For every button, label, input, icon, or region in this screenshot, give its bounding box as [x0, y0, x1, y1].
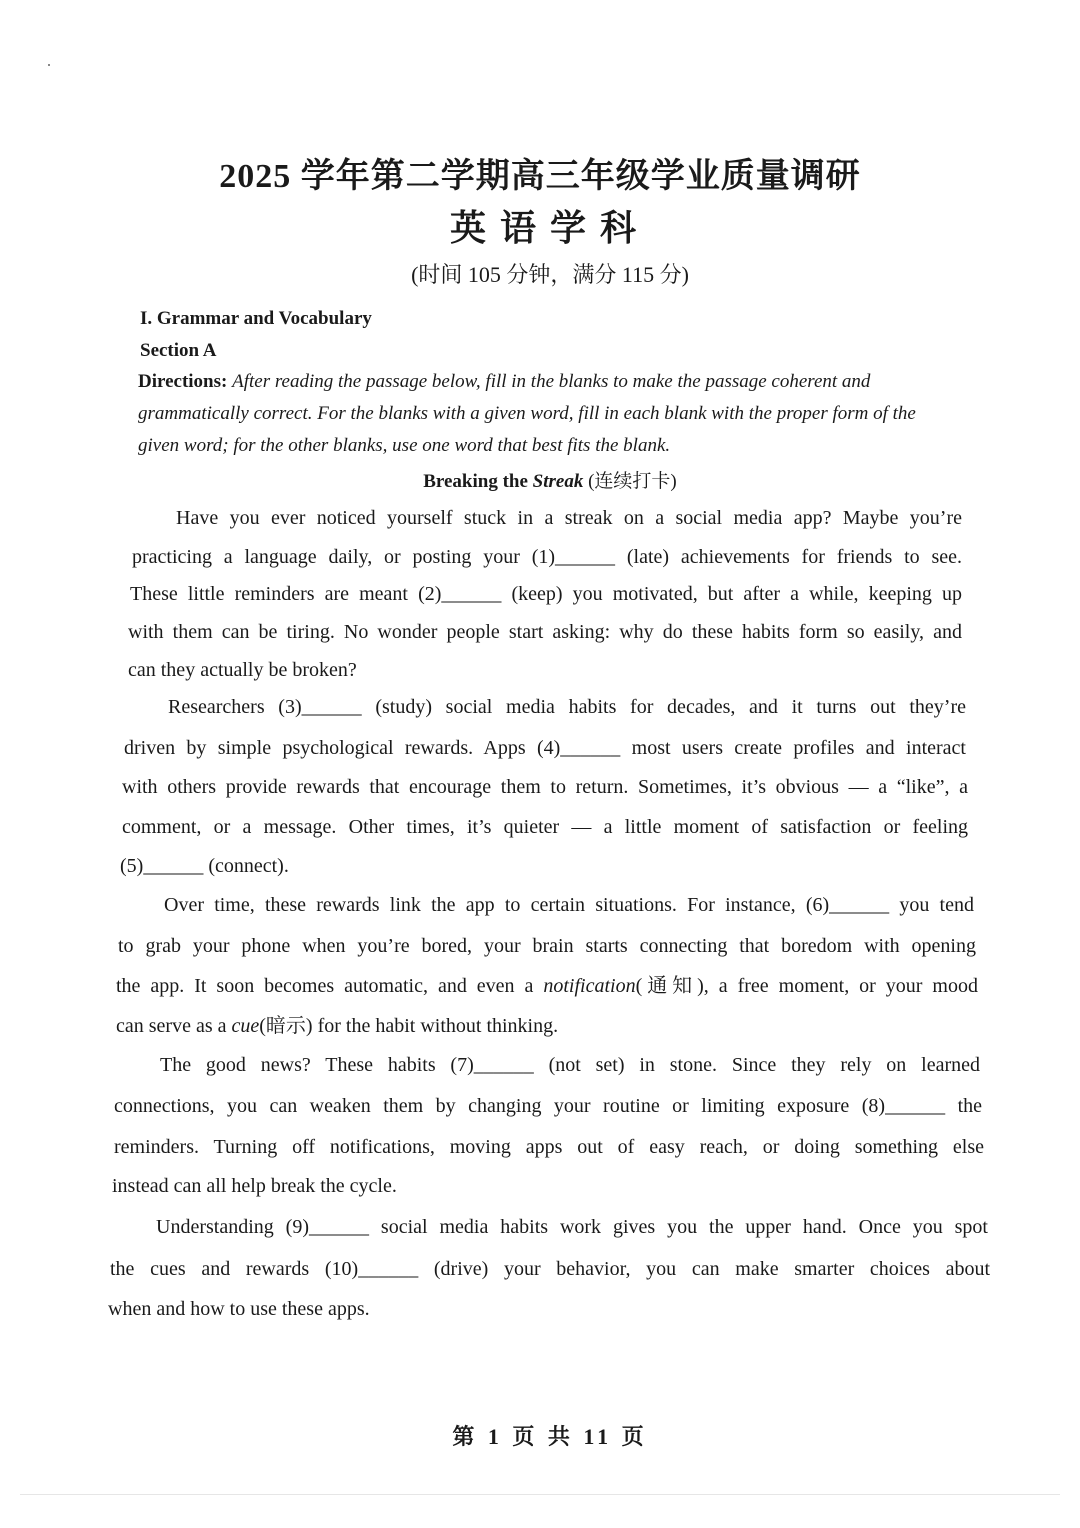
passage-line-notification — [116, 972, 978, 1000]
passage-line: Understanding (9)______ social media habits work gives you the upper hand. Once you spot — [156, 1216, 988, 1238]
scan-edge-line — [20, 1494, 1060, 1495]
passage-line: comment, or a message. Other times, it’s quieter — a little moment of satisfaction or feeling — [122, 816, 968, 838]
passage-title-italic: Streak — [532, 471, 584, 492]
passage-text: (通知), a free moment, or your mood — [635, 975, 978, 997]
passage-line: can they actually be broken? — [128, 659, 357, 681]
passage-title-prefix: Breaking the — [423, 471, 528, 492]
passage-line: The good news? These habits (7)______ (not set) in stone. Since they rely on learned — [160, 1054, 980, 1076]
passage-title-cn: (连续打卡) — [588, 471, 677, 492]
passage-text: can serve as a — [116, 1015, 227, 1037]
passage-italic-word: cue — [231, 1015, 260, 1037]
passage-line: the cues and rewards (10)______ (drive) your behavior, you can make smarter choices about — [110, 1258, 990, 1280]
passage-line: (5)______ (connect). — [120, 855, 289, 877]
exam-title: 2025 学年第二学期高三年级学业质量调研 — [219, 158, 861, 195]
part-heading: I. Grammar and Vocabulary — [140, 308, 372, 329]
passage-line: to grab your phone when you’re bored, your brain starts connecting that boredom with opening — [118, 935, 976, 957]
directions-text: After reading the passage below, fill in the blanks to make the passage coherent and grammatically correct. For the blanks with a given word, fill in each blank with the proper form of the given word; for the other blanks, use one word that best fits the blank. — [138, 371, 916, 456]
passage-text: the app. It soon becomes automatic, and even a — [116, 975, 534, 997]
passage-line: with them can be tiring. No wonder people start asking: why do these habits form so easily, and — [128, 621, 962, 643]
page-number: 第 1 页 共 11 页 — [452, 1424, 648, 1449]
passage-line: Have you ever noticed yourself stuck in a streak on a social media app? Maybe you’re — [176, 507, 962, 529]
directions-label: Directions: — [138, 371, 228, 392]
passage-line: practicing a language daily, or posting your (1)______ (late) achievements for friends to see. — [132, 546, 962, 568]
passage-title — [0, 466, 1080, 493]
passage-line: Over time, these rewards link the app to certain situations. For instance, (6)______ you tend — [164, 894, 974, 916]
subject-title: 英语学科 — [449, 208, 650, 248]
passage-line: Researchers (3)______ (study) social media habits for decades, and it turns out they’re — [168, 696, 966, 718]
directions — [138, 366, 958, 462]
section-heading: Section A — [140, 340, 217, 361]
passage-line: reminders. Turning off notifications, moving apps out of easy reach, or doing something else — [114, 1136, 984, 1158]
passage-line: driven by simple psychological rewards. Apps (4)______ most users create profiles and interact — [124, 737, 966, 759]
passage-line: instead can all help break the cycle. — [112, 1175, 397, 1197]
passage-text: (暗示) for the habit without thinking. — [259, 1015, 559, 1037]
passage-italic-word: notification — [543, 975, 636, 997]
passage-line: when and how to use these apps. — [108, 1298, 370, 1320]
exam-info: (时间 105 分钟，满分 115 分) — [411, 262, 689, 287]
passage-line: connections, you can weaken them by changing your routine or limiting exposure (8)______ the — [114, 1095, 982, 1117]
scan-speck — [48, 64, 50, 66]
passage-line: with others provide rewards that encourage them to return. Sometimes, it’s obvious — a “like”, a — [122, 776, 968, 798]
passage-line: These little reminders are meant (2)______ (keep) you motivated, but after a while, keeping up — [130, 583, 962, 605]
passage-line-cue — [116, 1012, 978, 1040]
